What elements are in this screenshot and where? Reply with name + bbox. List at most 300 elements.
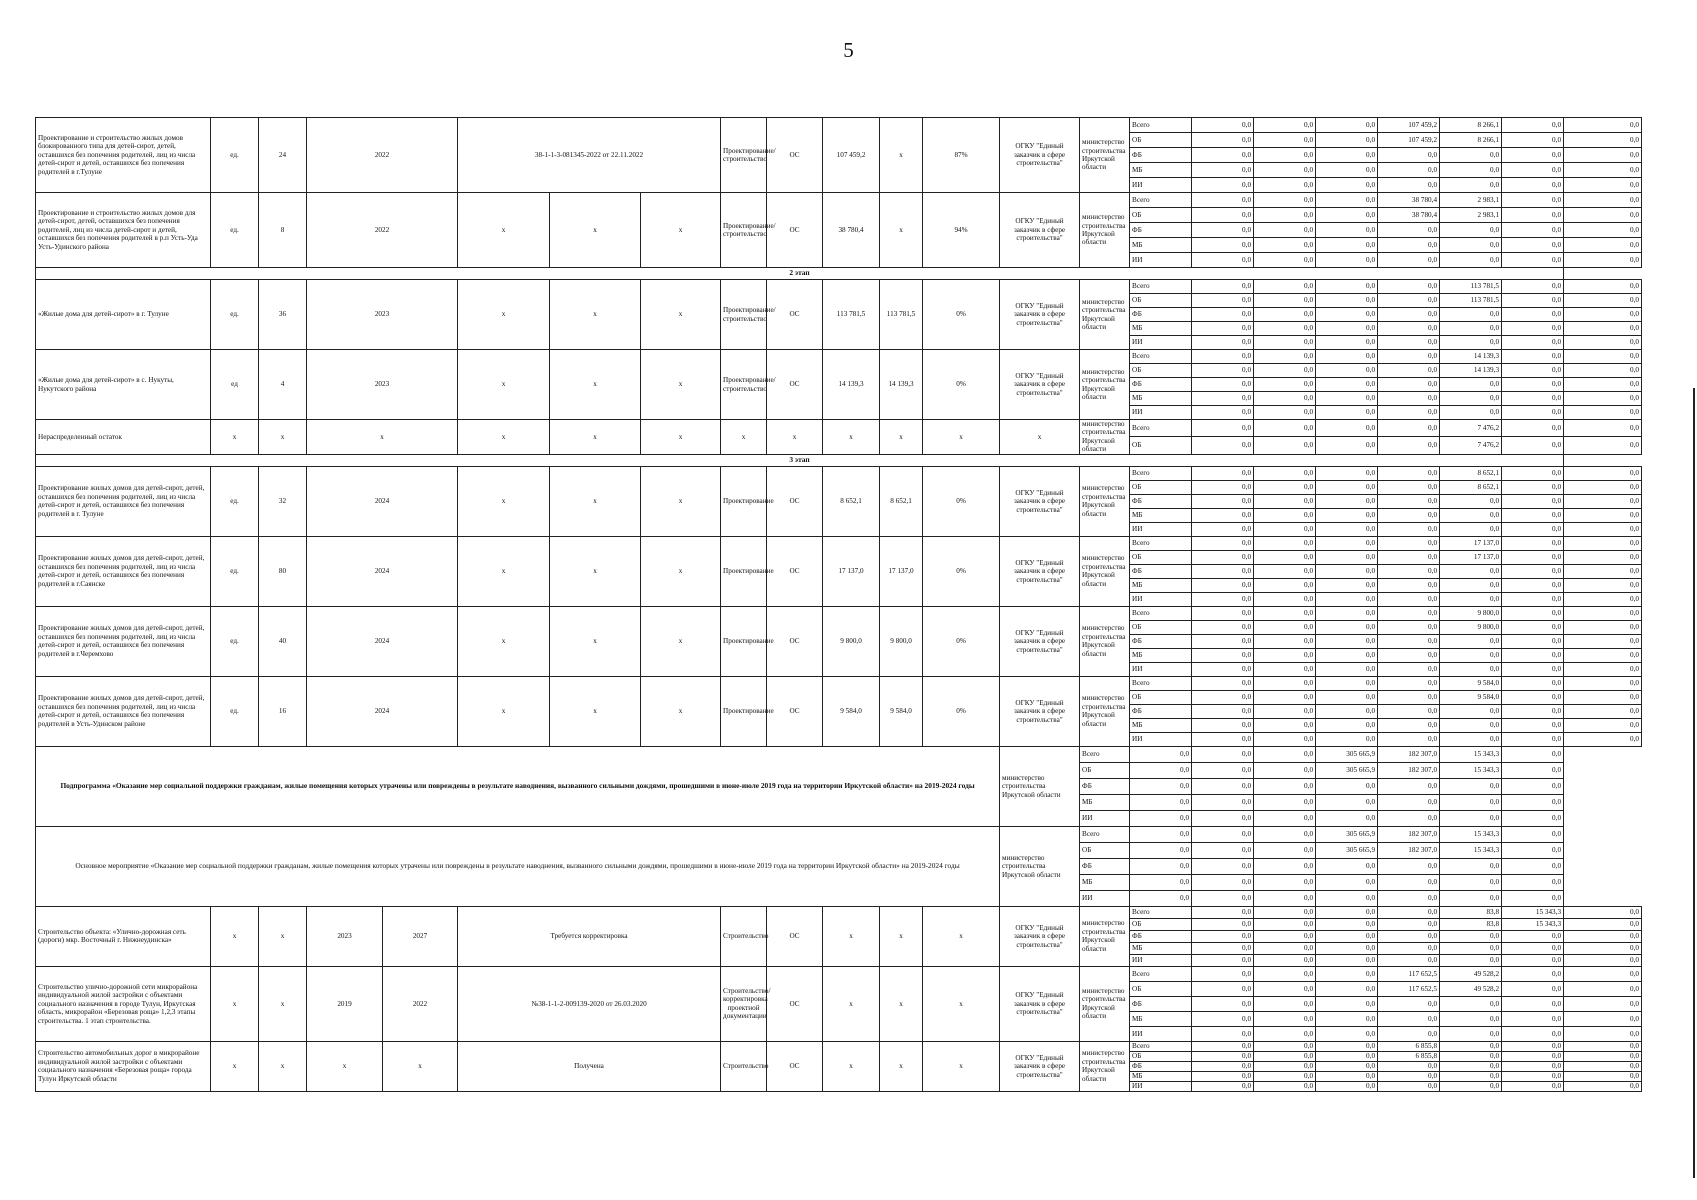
fund-value: 0,0 xyxy=(1192,1081,1254,1091)
fund-value: 0,0 xyxy=(1502,942,1564,954)
source: ОС xyxy=(767,350,823,420)
ministry: министерство строительства Иркутской области xyxy=(1080,676,1130,746)
fund-value: 0,0 xyxy=(1502,223,1564,238)
start-year: x xyxy=(307,1041,383,1091)
mark: x xyxy=(641,466,721,536)
object-name: Проектирование жилых домов для детей-сирот, детей, оставшихся без попечения родителей, лиц из числа детей-сирот и детей, оставшихся без попечения родителей в г.Черемхово xyxy=(36,606,211,676)
fund-type: Всего xyxy=(1130,466,1192,480)
fund-value: 0,0 xyxy=(1564,378,1642,392)
fund-value: 0,0 xyxy=(1192,118,1254,133)
customer: ОГКУ "Единый заказчик в сфере строительства" xyxy=(1000,466,1080,536)
fund-type: ОБ xyxy=(1130,620,1192,634)
fund-value: 0,0 xyxy=(1502,308,1564,322)
fund-value: 0,0 xyxy=(1192,592,1254,606)
fund-value: 0,0 xyxy=(1502,578,1564,592)
fund-value: 0,0 xyxy=(1254,794,1316,810)
fund-value: 0,0 xyxy=(1378,550,1440,564)
fund-value: 0,0 xyxy=(1192,826,1254,842)
fund-value: 0,0 xyxy=(1440,1081,1502,1091)
fund-value: 0,0 xyxy=(1254,178,1316,193)
fund-value: 0,0 xyxy=(1254,208,1316,223)
fund-value: 0,0 xyxy=(1254,762,1316,778)
fund-type: МБ xyxy=(1080,794,1130,810)
work-type: Проектирование/строительство xyxy=(721,193,767,268)
fund-value: 0,0 xyxy=(1378,858,1440,874)
fund-value: 0,0 xyxy=(1192,704,1254,718)
fund-value: 0,0 xyxy=(1192,133,1254,148)
fund-value: 0,0 xyxy=(1564,208,1642,223)
fund-value: 0,0 xyxy=(1564,1041,1642,1051)
cost: 9 800,0 xyxy=(823,606,880,676)
fund-value: 0,0 xyxy=(1378,1061,1440,1071)
fund-value: 0,0 xyxy=(1316,1026,1378,1041)
fund-value: 0,0 xyxy=(1440,874,1502,890)
fund-value: 0,0 xyxy=(1378,466,1440,480)
fund-value: 0,0 xyxy=(1502,1041,1564,1051)
quantity: 40 xyxy=(259,606,307,676)
fund-value: 0,0 xyxy=(1564,522,1642,536)
fund-value: 8 652,1 xyxy=(1440,466,1502,480)
fund-value: 0,0 xyxy=(1564,1061,1642,1071)
fund-value: 0,0 xyxy=(1192,578,1254,592)
fund-value: 0,0 xyxy=(1564,508,1642,522)
fund-value: 0,0 xyxy=(1564,930,1642,942)
fund-value: 0,0 xyxy=(1254,662,1316,676)
fund-value: 0,0 xyxy=(1192,308,1254,322)
fund-value: 0,0 xyxy=(1378,350,1440,364)
quantity: x xyxy=(259,906,307,966)
ministry: министерство строительства Иркутской области xyxy=(1080,193,1130,268)
fund-value: 0,0 xyxy=(1316,1071,1378,1081)
fund-value: 0,0 xyxy=(1564,223,1642,238)
fund-type: Всего xyxy=(1130,420,1192,437)
fund-value: 0,0 xyxy=(1502,437,1564,454)
fund-value: 0,0 xyxy=(1192,294,1254,308)
object-name: Строительство улично-дорожной сети микрорайона индивидуальной жилой застройки с объектами социального назначения в городе Тулун, Иркутская область, микрорайон «Березовая роща» 1,2,3 этапы строительства. 1 этап строительства. xyxy=(36,966,211,1041)
fund-value: 305 665,9 xyxy=(1316,762,1378,778)
mark: x xyxy=(641,193,721,268)
fund-type: ФБ xyxy=(1080,778,1130,794)
readiness: x xyxy=(923,906,1000,966)
fund-value: 0,0 xyxy=(1254,133,1316,148)
source: ОС xyxy=(767,118,823,193)
fund-type: ОБ xyxy=(1130,918,1192,930)
fund-value: 0,0 xyxy=(1502,564,1564,578)
fund-value: 0,0 xyxy=(1440,1071,1502,1081)
fund-value: 0,0 xyxy=(1130,890,1192,906)
fund-value: 0,0 xyxy=(1254,1061,1316,1071)
fund-value: 0,0 xyxy=(1378,508,1440,522)
cost: x xyxy=(823,966,880,1041)
mark: x xyxy=(458,466,550,536)
fund-value: 107 459,2 xyxy=(1378,118,1440,133)
fund-value: 0,0 xyxy=(1192,1026,1254,1041)
fund-value: 0,0 xyxy=(1564,564,1642,578)
fund-value: 0,0 xyxy=(1564,918,1642,930)
mark: x xyxy=(641,420,721,455)
table-row xyxy=(36,118,1642,133)
year: 2022 xyxy=(307,118,458,193)
fund-value: 0,0 xyxy=(1564,536,1642,550)
fund-value: 0,0 xyxy=(1316,494,1378,508)
fund-type: ИИ xyxy=(1130,406,1192,420)
fund-value: 0,0 xyxy=(1378,163,1440,178)
fund-value: 0,0 xyxy=(1316,280,1378,294)
quantity: x xyxy=(259,420,307,455)
mark: x xyxy=(641,606,721,676)
object-name: Проектирование жилых домов для детей-сирот, детей, оставшихся без попечения родителей, лиц из числа детей-сирот и детей, оставшихся без попечения родителей в г.Саянске xyxy=(36,536,211,606)
fund-value: 182 307,0 xyxy=(1378,746,1440,762)
fund-value: 0,0 xyxy=(1378,592,1440,606)
fund-value: 0,0 xyxy=(1254,437,1316,454)
fund-value: 7 476,2 xyxy=(1440,420,1502,437)
fund-type: Всего xyxy=(1130,606,1192,620)
fund-value: 0,0 xyxy=(1378,280,1440,294)
customer: ОГКУ "Единый заказчик в сфере строительства" xyxy=(1000,350,1080,420)
fund-value: 0,0 xyxy=(1440,858,1502,874)
fund-value: 0,0 xyxy=(1564,942,1642,954)
fund-value: 0,0 xyxy=(1192,996,1254,1011)
work-type: Строительство xyxy=(721,1041,767,1091)
fund-value: 0,0 xyxy=(1564,1071,1642,1081)
cost: x xyxy=(823,906,880,966)
fund-value: 0,0 xyxy=(1192,1041,1254,1051)
fund-type: ФБ xyxy=(1080,858,1130,874)
fund-value: 8 652,1 xyxy=(1440,480,1502,494)
fund-value: 0,0 xyxy=(1564,1011,1642,1026)
fund-value: 0,0 xyxy=(1502,718,1564,732)
fund-value: 0,0 xyxy=(1502,858,1564,874)
ministry: министерство строительства Иркутской области xyxy=(1000,826,1080,906)
quantity: 4 xyxy=(259,350,307,420)
fund-value: 0,0 xyxy=(1192,280,1254,294)
fund-value: 0,0 xyxy=(1378,732,1440,746)
fund-value: 0,0 xyxy=(1316,550,1378,564)
unit: ед. xyxy=(211,606,259,676)
fund-value: 0,0 xyxy=(1192,420,1254,437)
fund-value: 0,0 xyxy=(1502,508,1564,522)
fund-value: 0,0 xyxy=(1192,1061,1254,1071)
fund-value: 0,0 xyxy=(1192,966,1254,981)
fund-value: 0,0 xyxy=(1316,592,1378,606)
fund-value: 0,0 xyxy=(1254,634,1316,648)
fund-value: 0,0 xyxy=(1502,1061,1564,1071)
fund-type: МБ xyxy=(1130,942,1192,954)
fund-value: 0,0 xyxy=(1192,746,1254,762)
fund-value: 0,0 xyxy=(1316,794,1378,810)
fund-value: 0,0 xyxy=(1564,253,1642,268)
fund-value: 0,0 xyxy=(1254,406,1316,420)
readiness: x xyxy=(923,1041,1000,1091)
fund-type: МБ xyxy=(1130,718,1192,732)
fund-value: 0,0 xyxy=(1254,322,1316,336)
cost: 14 139,3 xyxy=(823,350,880,420)
mark: x xyxy=(550,350,641,420)
fund-value: 0,0 xyxy=(1378,1081,1440,1091)
fund-type: Всего xyxy=(1130,966,1192,981)
remaining-cost: x xyxy=(880,1041,923,1091)
fund-value: 0,0 xyxy=(1502,778,1564,794)
fund-value: 0,0 xyxy=(1316,810,1378,826)
fund-value: 0,0 xyxy=(1192,874,1254,890)
fund-value: 0,0 xyxy=(1192,762,1254,778)
readiness: 0% xyxy=(923,280,1000,350)
fund-value: 0,0 xyxy=(1440,778,1502,794)
fund-value: 0,0 xyxy=(1440,406,1502,420)
fund-value: 0,0 xyxy=(1254,996,1316,1011)
fund-value: 0,0 xyxy=(1254,648,1316,662)
mark: x xyxy=(550,193,641,268)
fund-value: 0,0 xyxy=(1130,778,1192,794)
quantity: x xyxy=(259,1041,307,1091)
fund-value: 0,0 xyxy=(1440,810,1502,826)
fund-value: 0,0 xyxy=(1502,954,1564,966)
mark: x xyxy=(458,350,550,420)
fund-value: 0,0 xyxy=(1254,280,1316,294)
fund-value: 7 476,2 xyxy=(1440,437,1502,454)
fund-value: 0,0 xyxy=(1192,322,1254,336)
fund-type: МБ xyxy=(1130,1071,1192,1081)
fund-value: 9 800,0 xyxy=(1440,620,1502,634)
fund-value: 0,0 xyxy=(1440,1041,1502,1051)
fund-value: 0,0 xyxy=(1316,890,1378,906)
mark: x xyxy=(641,536,721,606)
quantity: 24 xyxy=(259,118,307,193)
fund-value: 0,0 xyxy=(1564,906,1642,918)
customer: ОГКУ "Единый заказчик в сфере строительства" xyxy=(1000,906,1080,966)
fund-value: 0,0 xyxy=(1192,732,1254,746)
mark: x xyxy=(550,606,641,676)
fund-value: 2 983,1 xyxy=(1440,208,1502,223)
fund-value: 0,0 xyxy=(1502,930,1564,942)
fund-value: 2 983,1 xyxy=(1440,193,1502,208)
fund-value: 0,0 xyxy=(1254,508,1316,522)
fund-value: 0,0 xyxy=(1502,1051,1564,1061)
fund-value: 0,0 xyxy=(1316,690,1378,704)
fund-type: МБ xyxy=(1130,1011,1192,1026)
fund-value: 0,0 xyxy=(1564,704,1642,718)
fund-value: 0,0 xyxy=(1378,336,1440,350)
fund-value: 0,0 xyxy=(1440,378,1502,392)
fund-value: 0,0 xyxy=(1316,178,1378,193)
fund-value: 0,0 xyxy=(1440,238,1502,253)
fund-value: 6 855,8 xyxy=(1378,1051,1440,1061)
fund-value: 0,0 xyxy=(1502,746,1564,762)
fund-value: 0,0 xyxy=(1192,718,1254,732)
fund-value: 0,0 xyxy=(1564,676,1642,690)
cost: 8 652,1 xyxy=(823,466,880,536)
fund-value: 0,0 xyxy=(1192,942,1254,954)
unit: ед xyxy=(211,350,259,420)
fund-type: Всего xyxy=(1080,826,1130,842)
fund-type: МБ xyxy=(1130,578,1192,592)
customer: ОГКУ "Единый заказчик в сфере строительства" xyxy=(1000,193,1080,268)
mark: x xyxy=(550,280,641,350)
fund-value: 0,0 xyxy=(1564,996,1642,1011)
fund-type: ФБ xyxy=(1130,564,1192,578)
fund-value: 0,0 xyxy=(1502,208,1564,223)
year: 2024 xyxy=(307,466,458,536)
expertise: Получена xyxy=(458,1041,721,1091)
fund-value: 0,0 xyxy=(1502,294,1564,308)
fund-value: 0,0 xyxy=(1440,508,1502,522)
fund-value: 0,0 xyxy=(1254,1071,1316,1081)
fund-value: 0,0 xyxy=(1192,794,1254,810)
fund-value: 0,0 xyxy=(1254,1081,1316,1091)
fund-value: 0,0 xyxy=(1564,1081,1642,1091)
quantity: x xyxy=(259,966,307,1041)
fund-value: 0,0 xyxy=(1254,350,1316,364)
fund-value: 0,0 xyxy=(1440,223,1502,238)
fund-value: 0,0 xyxy=(1440,890,1502,906)
fund-value: 0,0 xyxy=(1316,704,1378,718)
fund-value: 0,0 xyxy=(1192,648,1254,662)
end-year: 2022 xyxy=(383,966,458,1041)
mark: x xyxy=(550,420,641,455)
remaining-cost: x xyxy=(880,966,923,1041)
work-type: Проектирование xyxy=(721,536,767,606)
fund-value: 17 137,0 xyxy=(1440,550,1502,564)
fund-value: 0,0 xyxy=(1254,1011,1316,1026)
fund-value: 0,0 xyxy=(1254,874,1316,890)
cost: 113 781,5 xyxy=(823,280,880,350)
fund-value: 0,0 xyxy=(1440,494,1502,508)
mark: x xyxy=(550,466,641,536)
fund-value: 0,0 xyxy=(1192,406,1254,420)
fund-value: 0,0 xyxy=(1378,890,1440,906)
fund-value: 0,0 xyxy=(1254,308,1316,322)
customer: ОГКУ "Единый заказчик в сфере строительства" xyxy=(1000,280,1080,350)
fund-value: 0,0 xyxy=(1192,620,1254,634)
fund-value: 15 343,3 xyxy=(1440,762,1502,778)
fund-value: 0,0 xyxy=(1564,550,1642,564)
fund-value: 0,0 xyxy=(1316,480,1378,494)
work-type: Проектирование/строительство xyxy=(721,280,767,350)
fund-value: 0,0 xyxy=(1254,918,1316,930)
fund-type: ИИ xyxy=(1130,954,1192,966)
fund-value: 0,0 xyxy=(1378,420,1440,437)
fund-value: 15 343,3 xyxy=(1440,842,1502,858)
fund-value: 0,0 xyxy=(1192,480,1254,494)
fund-value: 0,0 xyxy=(1192,193,1254,208)
fund-type: ИИ xyxy=(1130,253,1192,268)
fund-type: ОБ xyxy=(1130,208,1192,223)
object-name: Проектирование и строительство жилых домов блокированного типа для детей-сирот, детей, оставшихся без попечения родителей, лиц из числа детей-сирот и детей, оставшихся без попечения родителей в г.Тулуне xyxy=(36,118,211,193)
fund-value: 0,0 xyxy=(1192,178,1254,193)
fund-value: 0,0 xyxy=(1378,322,1440,336)
fund-value: 0,0 xyxy=(1130,810,1192,826)
fund-value: 0,0 xyxy=(1440,662,1502,676)
table-row xyxy=(36,966,1642,981)
fund-value: 0,0 xyxy=(1130,858,1192,874)
fund-value: 0,0 xyxy=(1254,522,1316,536)
fund-value: 0,0 xyxy=(1192,890,1254,906)
fund-value: 0,0 xyxy=(1564,350,1642,364)
stage-label: 2 этап xyxy=(36,268,1564,280)
table-row xyxy=(36,280,1642,294)
fund-value: 0,0 xyxy=(1378,778,1440,794)
fund-type: ОБ xyxy=(1130,550,1192,564)
fund-value: 0,0 xyxy=(1564,133,1642,148)
fund-value: 0,0 xyxy=(1378,148,1440,163)
expertise: №38-1-1-2-009139-2020 от 26.03.2020 xyxy=(458,966,721,1041)
start-year: 2023 xyxy=(307,906,383,966)
fund-type: ОБ xyxy=(1130,981,1192,996)
fund-value: 0,0 xyxy=(1316,1041,1378,1051)
fund-value: 0,0 xyxy=(1440,648,1502,662)
fund-value: 0,0 xyxy=(1316,466,1378,480)
fund-type: Всего xyxy=(1080,746,1130,762)
fund-value: 0,0 xyxy=(1564,480,1642,494)
fund-type: ФБ xyxy=(1130,634,1192,648)
fund-value: 0,0 xyxy=(1254,118,1316,133)
fund-value: 0,0 xyxy=(1254,746,1316,762)
fund-value: 0,0 xyxy=(1316,918,1378,930)
fund-value: 0,0 xyxy=(1378,378,1440,392)
year: 2022 xyxy=(307,193,458,268)
fund-value: 0,0 xyxy=(1440,634,1502,648)
fund-value: 0,0 xyxy=(1502,536,1564,550)
fund-value: 0,0 xyxy=(1502,148,1564,163)
fund-value: 0,0 xyxy=(1502,494,1564,508)
work-type: Проектирование xyxy=(721,606,767,676)
fund-value: 0,0 xyxy=(1440,578,1502,592)
fund-value: 0,0 xyxy=(1564,466,1642,480)
fund-value: 0,0 xyxy=(1502,704,1564,718)
fund-value: 0,0 xyxy=(1192,253,1254,268)
fund-value: 0,0 xyxy=(1254,732,1316,746)
fund-value: 0,0 xyxy=(1378,634,1440,648)
source: x xyxy=(767,420,823,455)
fund-value: 0,0 xyxy=(1502,522,1564,536)
fund-value: 0,0 xyxy=(1378,1011,1440,1026)
fund-value: 0,0 xyxy=(1316,874,1378,890)
fund-value: 0,0 xyxy=(1378,918,1440,930)
year: 2024 xyxy=(307,536,458,606)
fund-value: 0,0 xyxy=(1192,392,1254,406)
fund-value: 0,0 xyxy=(1502,606,1564,620)
table-row xyxy=(36,466,1642,480)
quantity: 8 xyxy=(259,193,307,268)
fund-value: 9 800,0 xyxy=(1440,606,1502,620)
fund-value: 0,0 xyxy=(1502,480,1564,494)
work-type: Строительство xyxy=(721,906,767,966)
fund-type: МБ xyxy=(1130,392,1192,406)
fund-value: 0,0 xyxy=(1378,718,1440,732)
mark: x xyxy=(458,536,550,606)
fund-type: МБ xyxy=(1130,508,1192,522)
fund-value: 0,0 xyxy=(1564,308,1642,322)
fund-value: 0,0 xyxy=(1192,676,1254,690)
fund-value: 0,0 xyxy=(1316,364,1378,378)
fund-value: 0,0 xyxy=(1192,1071,1254,1081)
fund-value: 0,0 xyxy=(1378,996,1440,1011)
fund-value: 0,0 xyxy=(1378,522,1440,536)
source: ОС xyxy=(767,280,823,350)
fund-value: 182 307,0 xyxy=(1378,826,1440,842)
unit: ед. xyxy=(211,118,259,193)
fund-value: 0,0 xyxy=(1192,163,1254,178)
fund-value: 0,0 xyxy=(1254,954,1316,966)
fund-type: ФБ xyxy=(1130,996,1192,1011)
fund-value: 0,0 xyxy=(1316,778,1378,794)
fund-value: 0,0 xyxy=(1192,437,1254,454)
fund-value: 0,0 xyxy=(1564,118,1642,133)
fund-value: 0,0 xyxy=(1378,406,1440,420)
fund-value: 0,0 xyxy=(1254,364,1316,378)
fund-value: 0,0 xyxy=(1502,118,1564,133)
margin-rule xyxy=(1693,388,1695,1178)
